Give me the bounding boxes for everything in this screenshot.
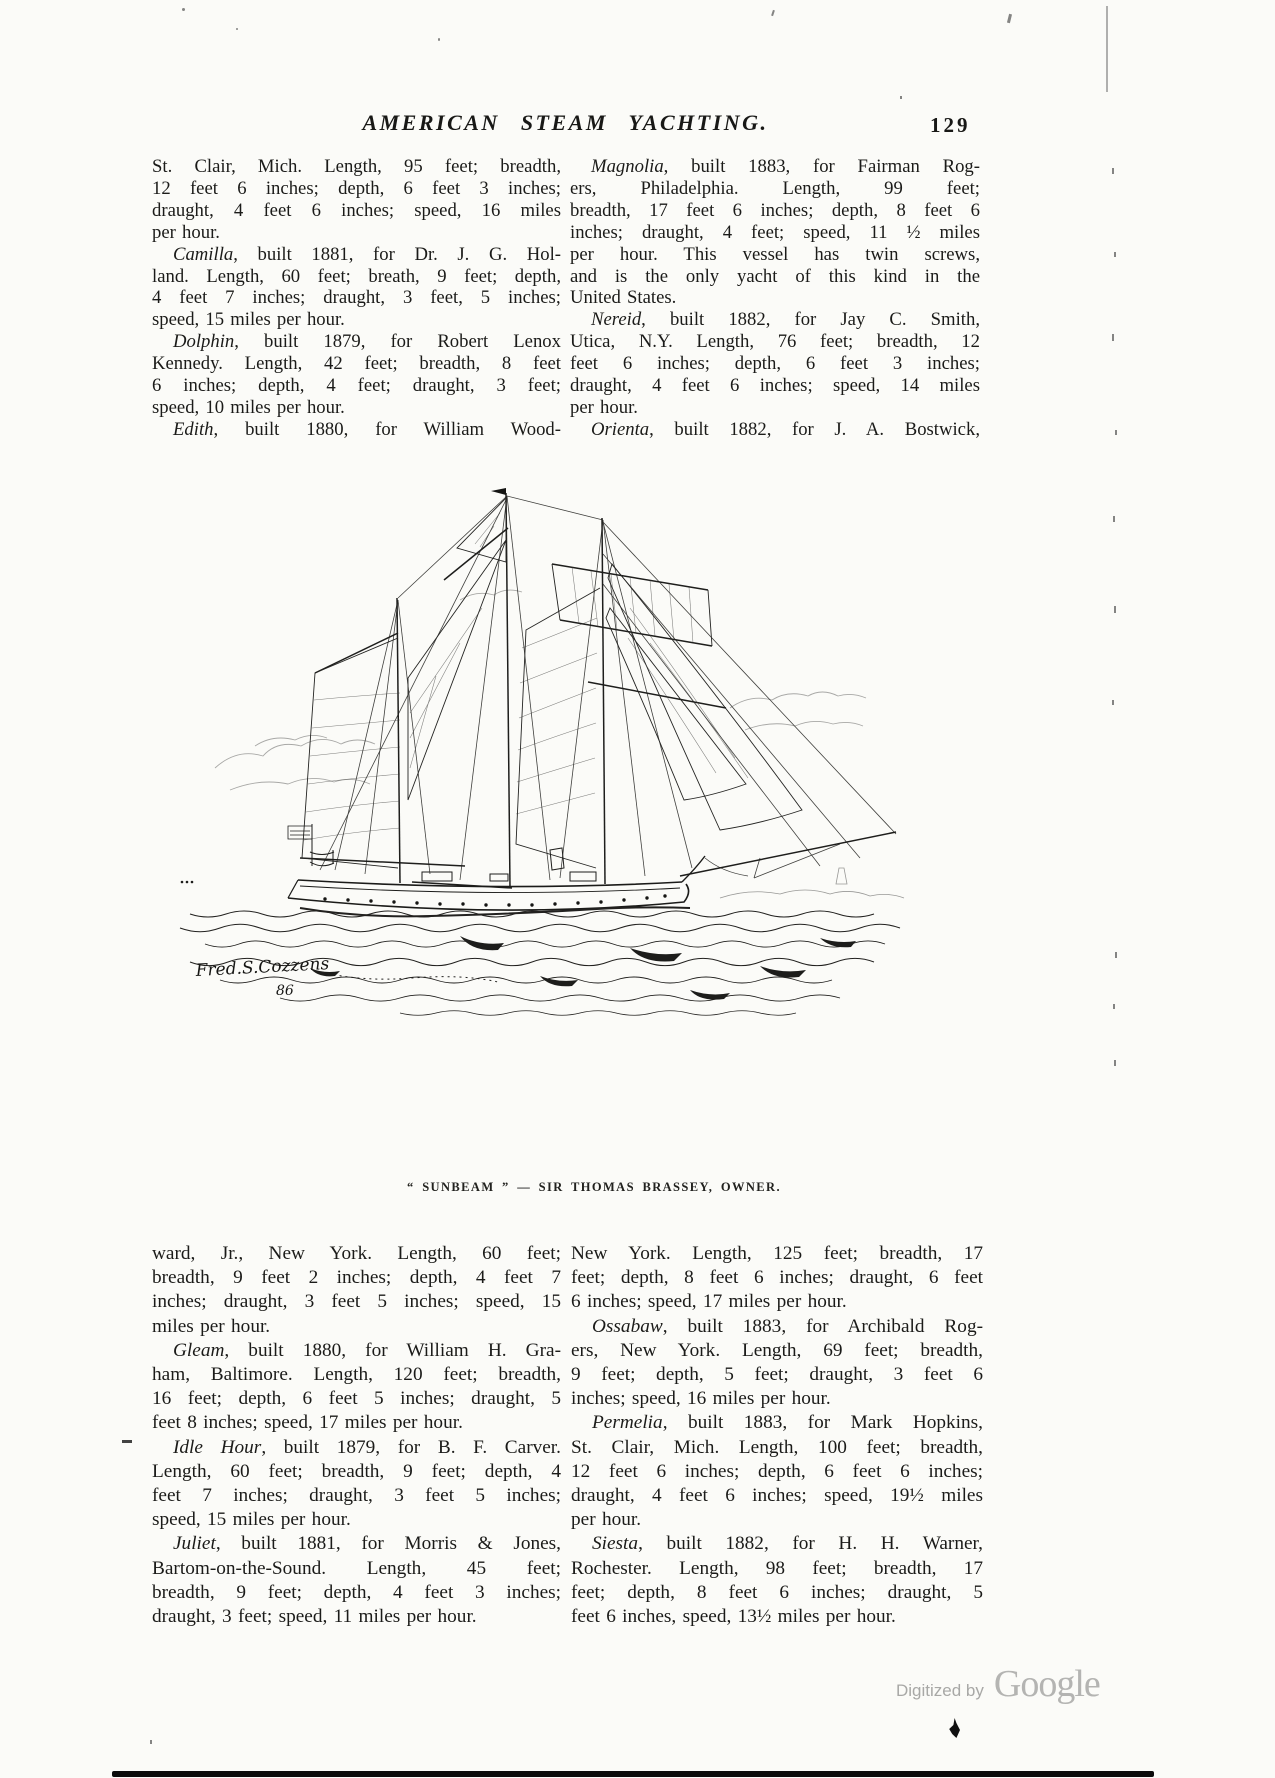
text-line: Gleam, built 1880, for William H. Gra- [173, 1339, 561, 1361]
text-line: Utica, N.Y. Length, 76 feet; breadth, 12 [570, 331, 980, 353]
distant-shore [720, 868, 904, 898]
text-line: Juliet, built 1881, for Morris & Jones, [173, 1533, 561, 1555]
text-line: Kennedy. Length, 42 feet; breadth, 8 feet [152, 353, 561, 375]
scan-speckle [1113, 516, 1115, 522]
scan-speckle [1112, 334, 1114, 341]
text-line: draught, 4 feet 6 inches; speed, 19½ miles [571, 1485, 983, 1507]
scan-speckle [182, 8, 185, 11]
digitized-watermark [896, 1662, 1100, 1706]
text-line: Nereid, built 1882, for Jay C. Smith, [591, 309, 980, 331]
signature-year: 86 [276, 983, 294, 999]
scan-blot [948, 1718, 960, 1738]
text-line: St. Clair, Mich. Length, 100 feet; breadth, [571, 1436, 983, 1458]
text-column-bottom-right [571, 1242, 983, 1629]
text-line: ers, New York. Length, 69 feet; breadth, [571, 1339, 983, 1361]
cloud-sketch [215, 590, 866, 790]
scan-speckle [1007, 14, 1012, 23]
text-line: feet; depth, 8 feet 6 inches; draught, 5 [571, 1581, 983, 1603]
text-line: land. Length, 60 feet; breath, 9 feet; depth, [152, 265, 561, 287]
sail-hatching [304, 513, 748, 840]
text-line: speed, 15 miles per hour. [152, 1509, 351, 1531]
scan-speckle [1115, 952, 1117, 958]
text-line: draught, 4 feet 6 inches; speed, 14 miles [570, 375, 980, 397]
text-line: per hour. [570, 396, 638, 418]
text-line: feet 7 inches; draught, 3 feet 5 inches; [152, 1485, 561, 1507]
text-column-bottom-left [152, 1242, 561, 1629]
scan-edge-line [1106, 6, 1108, 92]
google-logo: Google [993, 1663, 1100, 1705]
text-line: ward, Jr., New York. Length, 60 feet; [152, 1243, 561, 1264]
text-line: 12 feet 6 inches; depth, 6 feet 6 inches; [571, 1460, 983, 1482]
text-line: draught, 3 feet; speed, 11 miles per hour. [152, 1606, 477, 1628]
text-line: 4 feet 7 inches; draught, 3 feet, 5 inches; [152, 287, 561, 309]
scan-speckle [1114, 252, 1116, 257]
text-line: Orienta, built 1882, for J. A. Bostwick, [591, 418, 980, 440]
text-line: St. Clair, Mich. Length, 95 feet; breadth, [152, 156, 561, 177]
digitized-by-text: Digitized by [896, 1681, 984, 1700]
text-line: breadth, 9 feet; depth, 4 feet 3 inches; [152, 1581, 561, 1603]
page-title: AMERICAN STEAM YACHTING. [362, 110, 769, 135]
text-line: Permelia, built 1883, for Mark Hopkins, [592, 1412, 983, 1434]
artist-signature [194, 954, 498, 999]
text-line: Bartom-on-the-Sound. Length, 45 feet; [152, 1557, 561, 1579]
text-line: 9 feet; depth, 5 feet; draught, 3 feet 6 [571, 1364, 983, 1386]
text-line: ers, Philadelphia. Length, 99 feet; [570, 177, 980, 199]
scan-edge-bar [112, 1771, 1154, 1777]
text-line: per hour. [152, 221, 220, 243]
scan-speckle [1115, 430, 1117, 435]
text-line: and is the only yacht of this kind in the [570, 265, 980, 287]
text-line: feet 6 inches; depth, 6 feet 3 inches; [570, 353, 980, 375]
scan-speckle [900, 96, 902, 99]
sails [302, 498, 802, 868]
text-line: per hour. This vessel has twin screws, [570, 243, 980, 265]
scan-speckle [150, 1740, 152, 1744]
text-line: 6 inches; speed, 17 miles per hour. [571, 1291, 847, 1313]
text-line: Rochester. Length, 98 feet; breadth, 17 [571, 1557, 983, 1579]
text-line: inches; draught, 3 feet 5 inches; speed, 15 [152, 1291, 561, 1313]
text-line: Magnolia, built 1883, for Fairman Rog- [591, 156, 980, 177]
scan-speckle [236, 28, 238, 30]
scan-speckle [1114, 606, 1116, 613]
ship-illustration [160, 468, 970, 1168]
text-line: Siesta, built 1882, for H. H. Warner, [592, 1533, 983, 1555]
text-line: Camilla, built 1881, for Dr. J. G. Hol- [173, 243, 561, 265]
scan-speckle [438, 38, 440, 41]
text-column-top-right [570, 156, 980, 441]
text-line: miles per hour. [152, 1315, 271, 1337]
scan-speckle [1114, 1060, 1116, 1066]
ship-drawing [160, 468, 970, 1168]
text-column-top-left [152, 156, 561, 441]
signature-text: Fred.S.Cozzens [195, 954, 330, 981]
text-line: Edith, built 1880, for William Wood- [173, 418, 561, 440]
text-line: speed, 15 miles per hour. [152, 309, 345, 331]
text-line: Idle Hour, built 1879, for B. F. Carver. [173, 1436, 561, 1458]
scan-speckle [122, 1440, 132, 1443]
text-line: per hour. [571, 1509, 642, 1531]
text-line: Ossabaw, built 1883, for Archibald Rog- [592, 1315, 983, 1337]
text-line: feet; depth, 8 feet 6 inches; draught, 6 feet [571, 1267, 983, 1289]
text-line: feet 6 inches, speed, 13½ miles per hour. [571, 1606, 896, 1628]
scan-speckle [1112, 700, 1114, 705]
text-line: Dolphin, built 1879, for Robert Lenox [173, 331, 561, 353]
text-line: 16 feet; depth, 6 feet 5 inches; draught, 5 [152, 1388, 561, 1410]
rigging-lines [320, 496, 896, 880]
illustration-caption: “ SUNBEAM ” — SIR THOMAS BRASSEY, OWNER. [407, 1180, 781, 1194]
text-line: inches; draught, 4 feet; speed, 11 ½ miles [570, 221, 980, 243]
text-line: New York. Length, 125 feet; breadth, 17 [571, 1243, 983, 1264]
text-line: Length, 60 feet; breadth, 9 feet; depth, 4 [152, 1460, 561, 1482]
text-line: inches; speed, 16 miles per hour. [571, 1388, 831, 1410]
text-line: feet 8 inches; speed, 17 miles per hour. [152, 1412, 463, 1434]
text-line: breadth, 9 feet 2 inches; depth, 4 feet 7 [152, 1267, 561, 1289]
hull [288, 488, 705, 910]
text-line: breadth, 17 feet 6 inches; depth, 8 feet 6 [570, 199, 980, 221]
scan-speckle [1112, 168, 1114, 174]
scan-speckle [1113, 1004, 1115, 1009]
text-line: United States. [570, 287, 677, 309]
text-line: draught, 4 feet 6 inches; speed, 16 miles [152, 199, 561, 221]
text-line: ham, Baltimore. Length, 120 feet; breadth, [152, 1364, 561, 1386]
text-line: 12 feet 6 inches; depth, 6 feet 3 inches; [152, 177, 561, 199]
scan-speckle [771, 10, 775, 16]
page-number: 129 [930, 113, 971, 137]
text-line: 6 inches; depth, 4 feet; draught, 3 feet; [152, 375, 561, 397]
text-line: speed, 10 miles per hour. [152, 396, 345, 418]
